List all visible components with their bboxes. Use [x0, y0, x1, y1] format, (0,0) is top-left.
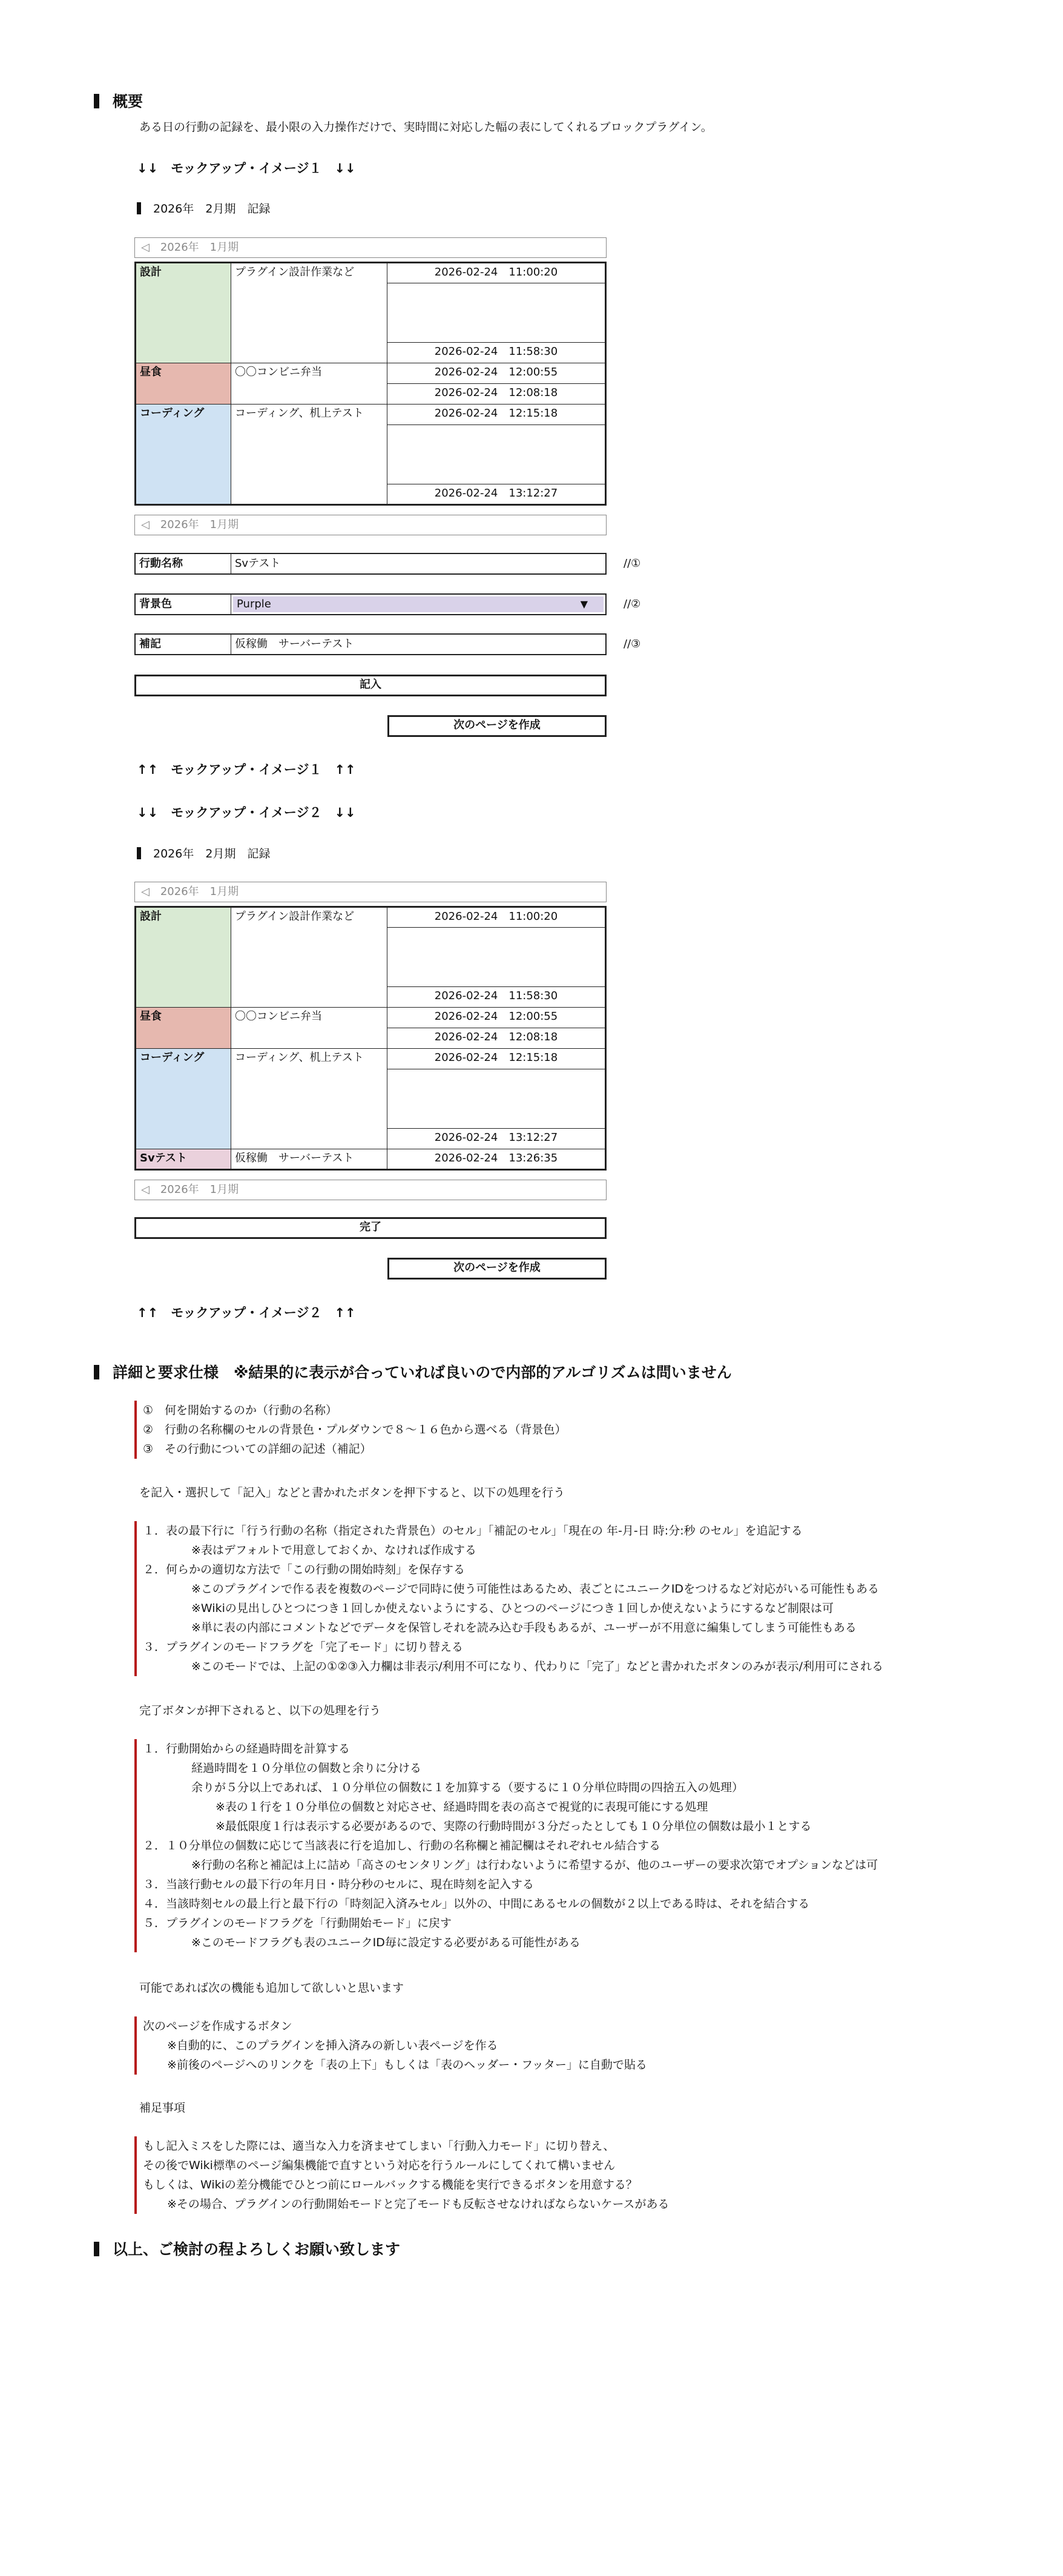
action-cell: コーディング: [136, 405, 231, 505]
process2-line: ３．当該行動セルの最下行の年月日・時分秒のセルに、現在時刻を記入する: [143, 1878, 535, 1891]
action-cell: Svテスト: [136, 1149, 231, 1170]
process2-quote: [134, 1739, 878, 1952]
process1-line: ※Wikiの見出しひとつにつき１回しか使えないようにする、ひとつのページにつき１回しか使えないようにするなど制限は可: [191, 1602, 834, 1615]
process2-line: ４．当該時刻セルの最上行と最下行の「時刻記入済みセル」以外の、中間にあるセルの個数が２以上である時は、それを結合する: [143, 1897, 810, 1911]
note-cell: コーディング、机上テスト: [231, 405, 387, 505]
left-triangle-icon: ◁: [141, 885, 150, 898]
input-item-1: ① 何を開始するのか（行動の名称）: [143, 1404, 338, 1417]
merged-time-cell: [387, 928, 606, 987]
marker-3: //③: [624, 638, 641, 650]
pager-prev-top[interactable]: ◁ 2026年 1月期: [134, 237, 607, 258]
merged-time-cell: [387, 425, 606, 484]
extra-line: 次のページを作成するボタン: [143, 2020, 292, 2033]
time-cell: 2026-02-24 11:00:20: [387, 907, 606, 928]
note-label: 補記: [136, 635, 231, 654]
next-page-button[interactable]: 次のページを作成: [387, 715, 607, 737]
pager-prev-bottom[interactable]: ◁ 2026年 1月期: [134, 1180, 607, 1200]
process1-line: ３．プラグインのモードフラグを「完了モード」に切り替える: [143, 1640, 463, 1654]
process1-line: ２．何らかの適切な方法で「この行動の開始時刻」を保存する: [143, 1563, 466, 1576]
mockup2-start: ↓↓ モックアップ・イメージ２ ↓↓: [137, 805, 356, 820]
process2-line: 経過時間を１０分単位の個数と余りに分ける: [191, 1762, 422, 1775]
marker-2: //②: [624, 598, 641, 610]
left-triangle-icon: ◁: [141, 518, 150, 531]
time-cell: 2026-02-24 11:58:30: [387, 987, 606, 1008]
mockup1-record-title: 2026年 2月期 記録: [137, 200, 270, 216]
notes-quote: [134, 2136, 670, 2214]
process1-line: ※このモードでは、上記の①②③入力欄は非表示/利用不可になり、代わりに「完了」などと書かれたボタンのみが表示/利用可にされる: [191, 1660, 884, 1673]
action-cell: 昼食: [136, 1008, 231, 1049]
done-button[interactable]: 完了: [134, 1217, 607, 1239]
note-input[interactable]: 仮稼働 サーバーテスト: [235, 638, 354, 650]
input-item-2: ② 行動の名称欄のセルの背景色・プルダウンで８～１６色から選べる（背景色）: [143, 1423, 567, 1436]
mockup1-start: ↓↓ モックアップ・イメージ１ ↓↓: [137, 161, 356, 176]
time-cell: 2026-02-24 11:00:20: [387, 263, 606, 283]
note-cell: プラグイン設計作業など: [231, 907, 387, 1008]
note-cell: コーディング、机上テスト: [231, 1049, 387, 1149]
action-cell: 設計: [136, 907, 231, 1008]
intro-2: 完了ボタンが押下されると、以下の処理を行う: [139, 1704, 381, 1717]
process1-line: ※表はデフォルトで用意しておくか、なければ作成する: [191, 1544, 476, 1557]
action-cell: コーディング: [136, 1049, 231, 1149]
note-cell: 〇〇コンビニ弁当: [231, 1008, 387, 1049]
next-page-button[interactable]: 次のページを作成: [387, 1258, 607, 1280]
process2-line: ※表の１行を１０分単位の個数と対応させ、経過時間を表の高さで視覚的に表現可能にする処理: [216, 1800, 708, 1814]
process2-line: ※行動の名称と補記は上に詰め「高さのセンタリング」は行わないように希望するが、他のユーザーの要求次第でオプションなどは可: [191, 1858, 878, 1872]
closing-heading: 以上、ご検討の程よろしくお願い致します: [94, 2237, 400, 2259]
input-item-3: ③ その行動についての詳細の記述（補記）: [143, 1442, 372, 1456]
process2-line: ５．プラグインのモードフラグを「行動開始モード」に戻す: [143, 1917, 452, 1930]
process2-line: ２．１０分単位の個数に応じて当該表に行を追加し、行動の名称欄と補記欄はそれぞれセル結合する: [143, 1839, 661, 1852]
time-cell: 2026-02-24 12:15:18: [387, 405, 606, 425]
process2-line: ※このモードフラグも表のユニークID毎に設定する必要がある可能性がある: [191, 1936, 581, 1949]
record-table: [134, 262, 607, 506]
time-cell: 2026-02-24 11:58:30: [387, 343, 606, 363]
process1-line: １．表の最下行に「行う行動の名称（指定された背景色）のセル」「補記のセル」「現在の 年-月-日 時:分:秒 のセル」を追記する: [143, 1524, 803, 1537]
mockup2-record-title: 2026年 2月期 記録: [137, 845, 270, 861]
process1-line: ※単に表の内部にコメントなどでデータを保管しそれを読み込む手段もあるが、ユーザーが不用意に編集してしまう可能性もある: [191, 1621, 857, 1634]
process1-quote: [134, 1521, 883, 1676]
time-cell: 2026-02-24 13:26:35: [387, 1149, 606, 1170]
notes-line: もしくは、Wikiの差分機能でひとつ前にロールバックする機能を実行できるボタンを用意する？: [143, 2178, 637, 2191]
action-name-row: [134, 553, 607, 575]
intro-4: 補足事項: [139, 2101, 186, 2115]
time-cell: 2026-02-24 12:08:18: [387, 1028, 606, 1049]
notes-line: もし記入ミスをした際には、適当な入力を済ませてしまい「行動入力モード」に切り替え、: [143, 2139, 615, 2153]
dropdown-arrow-icon: ▼: [580, 598, 588, 610]
submit-button[interactable]: 記入: [134, 675, 607, 696]
overview-heading: 概要: [94, 90, 143, 111]
marker-1: //①: [624, 557, 641, 570]
action-name-input[interactable]: Svテスト: [235, 557, 281, 570]
record-table: [134, 906, 607, 1171]
note-cell: 〇〇コンビニ弁当: [231, 363, 387, 405]
pager-prev-top[interactable]: ◁ 2026年 1月期: [134, 882, 607, 902]
inputs-quote: [134, 1401, 567, 1459]
extra-line: ※前後のページへのリンクを「表の上下」もしくは「表のヘッダー・フッター」に自動で貼る: [167, 2058, 647, 2072]
bg-color-label: 背景色: [136, 595, 231, 614]
process1-line: ※このプラグインで作る表を複数のページで同時に使う可能性はあるため、表ごとにユニークIDをつけるなど対応がいる可能性もある: [191, 1582, 880, 1596]
note-cell: プラグイン設計作業など: [231, 263, 387, 363]
time-cell: 2026-02-24 12:08:18: [387, 384, 606, 405]
note-cell: 仮稼働 サーバーテスト: [231, 1149, 387, 1170]
notes-line: ※その場合、プラグインの行動開始モードと完了モードも反転させなければならないケースがある: [167, 2198, 670, 2211]
time-cell: 2026-02-24 13:12:27: [387, 484, 606, 505]
process2-line: １．行動開始からの経過時間を計算する: [143, 1742, 350, 1755]
extra-line: ※自動的に、このプラグインを挿入済みの新しい表ページを作る: [167, 2039, 498, 2052]
process2-line: 余りが５分以上であれば、１０分単位の個数に１を加算する（要するに１０分単位時間の四捨五入の処理）: [191, 1781, 744, 1794]
merged-time-cell: [387, 283, 606, 343]
action-name-label: 行動名称: [136, 554, 231, 573]
extra-quote: [134, 2016, 647, 2075]
intro-3: 可能であれば次の機能も追加して欲しいと思います: [139, 1981, 404, 1995]
mockup1-end: ↑↑ モックアップ・イメージ１ ↑↑: [137, 762, 356, 777]
overview-text: ある日の行動の記録を、最小限の入力操作だけで、実時間に対応した幅の表にしてくれるブロックプラグイン。: [139, 121, 713, 134]
action-cell: 昼食: [136, 363, 231, 405]
notes-line: その後でWiki標準のページ編集機能で直すという対応を行うルールにしてくれて構いません: [143, 2159, 616, 2172]
pager-prev-bottom[interactable]: ◁ 2026年 1月期: [134, 515, 607, 535]
left-triangle-icon: ◁: [141, 241, 150, 254]
mockup2-end: ↑↑ モックアップ・イメージ２ ↑↑: [137, 1306, 356, 1320]
time-cell: 2026-02-24 12:00:55: [387, 363, 606, 384]
bg-color-select[interactable]: [233, 596, 604, 612]
action-cell: 設計: [136, 263, 231, 363]
time-cell: 2026-02-24 12:00:55: [387, 1008, 606, 1028]
bg-color-row: [134, 593, 607, 615]
intro-1: を記入・選択して「記入」などと書かれたボタンを押下すると、以下の処理を行う: [139, 1486, 565, 1499]
note-row: [134, 633, 607, 655]
time-cell: 2026-02-24 12:15:18: [387, 1049, 606, 1069]
merged-time-cell: [387, 1069, 606, 1129]
left-triangle-icon: ◁: [141, 1183, 150, 1196]
process2-line: ※最低限度１行は表示する必要があるので、実際の行動時間が３分だったとしても１０分単位の個数は最小１とする: [216, 1820, 812, 1833]
spec-heading: 詳細と要求仕様 ※結果的に表示が合っていれば良いので内部的アルゴリズムは問いません: [94, 1361, 732, 1382]
time-cell: 2026-02-24 13:12:27: [387, 1129, 606, 1149]
bg-color-value: Purple: [237, 598, 271, 610]
